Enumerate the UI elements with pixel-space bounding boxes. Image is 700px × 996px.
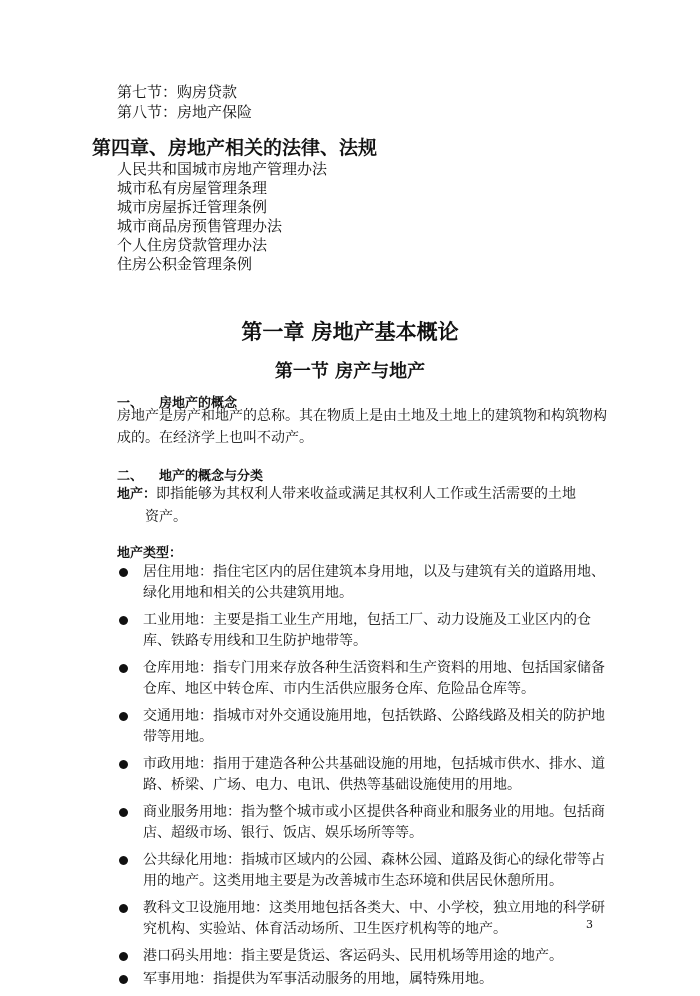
list-item (117, 610, 612, 652)
part1-number: 一、 (117, 396, 144, 411)
bullet-icon (119, 856, 128, 865)
page-number: 3 (586, 918, 593, 931)
list-item-text: 教科文卫设施用地：这类用地包括各类大、中、小学校，独立用地的科学研究机构、实验站、体育活动场所、卫生医疗机构等的地产。 (143, 900, 605, 937)
toc-law-item: 城市商品房预售管理办法 (117, 217, 283, 235)
toc-section-7: 第七节：购房贷款 (117, 83, 238, 101)
list-item-text: 港口码头用地：指主要是货运、客运码头、民用机场等用途的地产。 (143, 948, 563, 964)
definition-line-1: 即指能够为其权利人带来收益或满足其权利人工作或生活需要的土地 (156, 486, 577, 502)
toc-law-item: 人民共和国城市房地产管理办法 (117, 160, 328, 178)
list-item (117, 658, 612, 700)
toc-law-item: 城市私有房屋管理条理 (117, 179, 268, 197)
bullet-icon (119, 616, 128, 625)
list-item-text: 军事用地：指提供为军事活动服务的用地，属特殊用地。 (143, 971, 493, 987)
toc-law-item: 城市房屋拆迁管理条例 (117, 198, 268, 216)
bullet-icon (119, 712, 128, 721)
list-item-text: 仓库用地：指专门用来存放各种生活资料和生产资料的用地、包括国家储备仓库、地区中转仓库、市内生活供应服务仓库、危险品仓库等。 (143, 660, 605, 697)
list-item (117, 706, 612, 748)
definition-line-2: 资产。 (145, 509, 187, 525)
list-item (117, 562, 612, 604)
list-item (117, 802, 612, 844)
toc-law-item: 个人住房贷款管理办法 (117, 236, 268, 254)
list-item-text: 市政用地：指用于建造各种公共基础设施的用地，包括城市供水、排水、道路、桥梁、广场、电力、电讯、供热等基础设施使用的用地。 (143, 756, 605, 793)
list-item-text: 交通用地：指城市对外交通设施用地，包括铁路、公路线路及相关的防护地带等用地。 (143, 708, 605, 745)
list-item (117, 946, 612, 967)
list-item (117, 754, 612, 796)
land-types-label: 地产类型： (117, 546, 183, 561)
part1-paragraph: 房地产是房产和地产的总称。其在物质上是由土地及土地上的建筑物和构筑物构成的。在经济学上也叫不动产。 (117, 408, 607, 446)
toc-law-item: 住房公积金管理条例 (117, 255, 253, 273)
list-item (117, 969, 612, 990)
bullet-icon (119, 664, 128, 673)
definition-term: 地产： (117, 487, 157, 502)
bullet-icon (119, 808, 128, 817)
list-item (117, 850, 612, 892)
toc-section-8: 第八节：房地产保险 (117, 103, 253, 121)
list-item-text: 居住用地：指住宅区内的居住建筑本身用地，以及与建筑有关的道路用地、绿化用地和相关的公共建筑用地。 (143, 564, 605, 601)
land-definition (117, 483, 597, 528)
bullet-icon (119, 975, 128, 984)
list-item-text: 商业服务用地：指为整个城市或小区提供各种商业和服务业的用地。包括商店、超级市场、银行、饭店、娱乐场所等等。 (143, 804, 605, 841)
land-types-list (117, 562, 612, 996)
list-item-text: 工业用地：主要是指工业生产用地，包括工厂、动力设施及工业区内的仓库、铁路专用线和卫生防护地带等。 (143, 612, 591, 649)
part2-heading (117, 465, 263, 484)
section-title: 第一节 房产与地产 (274, 361, 426, 382)
list-item (117, 898, 612, 940)
bullet-icon (119, 952, 128, 961)
bullet-icon (119, 904, 128, 913)
list-item-text: 公共绿化用地：指城市区域内的公园、森林公园、道路及街心的绿化带等占用的地产。这类用地主要是为改善城市生态环境和供居民休憩所用。 (143, 852, 605, 889)
toc-chapter4-heading: 第四章、房地产相关的法律、法规 (92, 137, 378, 159)
chapter-title: 第一章 房地产基本概论 (241, 320, 459, 344)
part2-title: 地产的概念与分类 (159, 469, 264, 484)
part1-title: 房地产的概念 (159, 396, 238, 411)
bullet-icon (119, 568, 128, 577)
bullet-icon (119, 760, 128, 769)
part2-number: 二、 (117, 469, 144, 484)
